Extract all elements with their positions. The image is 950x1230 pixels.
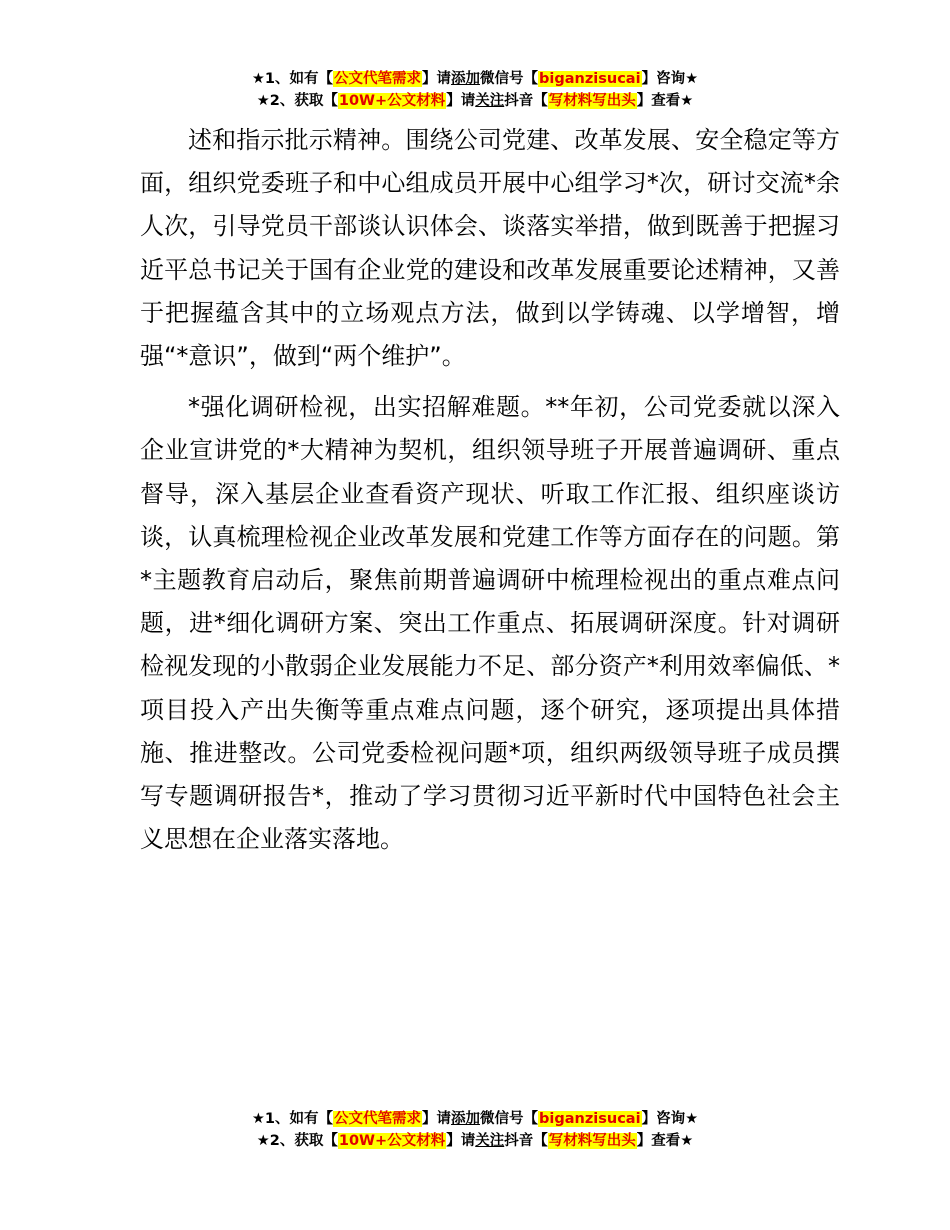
header-line-2-text: 】查看★ (636, 93, 694, 109)
header-underline-add: 添加 (451, 71, 481, 87)
footer-line-2-text: 抖音【 (504, 1133, 548, 1149)
footer-line-1-text: 】咨询★ (641, 1111, 699, 1127)
footer-underline-follow: 关注 (475, 1133, 505, 1149)
footer-line-2 (0, 1130, 950, 1152)
header-highlight-wechat-id: biganzisucai (539, 71, 641, 87)
header-line-2 (0, 90, 950, 112)
body-paragraph-2: *强化调研检视，出实招解难题。**年初，公司党委就以深入企业宣讲党的*大精神为契机，组织领导班子开展普遍调研、重点督导，深入基层企业查看资产现状、听取工作汇报、组织座谈访谈，认真梳理检视企业改革发展和党建工作等方面存在的问题。第*主题教育启动后，聚焦前期普遍调研中梳理检视出的重点难点问题，进*细化调研方案、突出工作重点、拓展调研深度。针对调研检视发现的小散弱企业发展能力不足、部分资产*利用效率偏低、*项目投入产出失衡等重点难点问题，逐个研究，逐项提出具体措施、推进整改。公司党委检视问题*项，组织两级领导班子成员撰写专题调研报告*，推动了学习贯彻习近平新时代中国特色社会主义思想在企业落实落地。 (140, 393, 840, 854)
footer-line-2-text: 】请 (446, 1133, 476, 1149)
header-line-2-text: 】请 (446, 93, 476, 109)
footer-highlight-douyin-account: 写材料写出头 (548, 1133, 636, 1149)
footer-banner (0, 1108, 950, 1152)
footer-line-2-text: 】查看★ (636, 1133, 694, 1149)
header-highlight-materials: 10W+公文材料 (338, 93, 446, 109)
footer-highlight-wechat-id: biganzisucai (539, 1111, 641, 1127)
header-line-1-text: 】咨询★ (641, 71, 699, 87)
header-line-1 (0, 68, 950, 90)
header-line-1-text: 微信号【 (480, 71, 539, 87)
header-banner (0, 68, 950, 112)
header-line-1-text: ★1、如有【 (251, 71, 334, 87)
footer-line-1 (0, 1108, 950, 1130)
footer-highlight-service: 公文代笔需求 (334, 1111, 422, 1127)
body-paragraph-1: 述和指示批示精神。围绕公司党建、改革发展、安全稳定等方面，组织党委班子和中心组成员开展中心组学习*次，研讨交流*余人次，引导党员干部谈认识体会、谈落实举措，做到既善于把握习近平总书记关于国有企业党的建设和改革发展重要论述精神，又善于把握蕴含其中的立场观点方法，做到以学铸魂、以学增智，增强“*意识”，做到“两个维护”。 (140, 126, 840, 371)
header-underline-follow: 关注 (475, 93, 505, 109)
document-body (140, 119, 840, 861)
footer-line-2-text: ★2、获取【 (256, 1133, 338, 1149)
header-line-2-text: 抖音【 (504, 93, 548, 109)
footer-line-1-text: ★1、如有【 (251, 1111, 334, 1127)
header-highlight-service: 公文代笔需求 (334, 71, 422, 87)
header-highlight-douyin-account: 写材料写出头 (548, 93, 636, 109)
header-line-2-text: ★2、获取【 (256, 93, 338, 109)
footer-underline-add: 添加 (451, 1111, 481, 1127)
footer-line-1-text: 】请 (422, 1111, 452, 1127)
header-line-1-text: 】请 (422, 71, 452, 87)
footer-highlight-materials: 10W+公文材料 (338, 1133, 446, 1149)
footer-line-1-text: 微信号【 (480, 1111, 539, 1127)
